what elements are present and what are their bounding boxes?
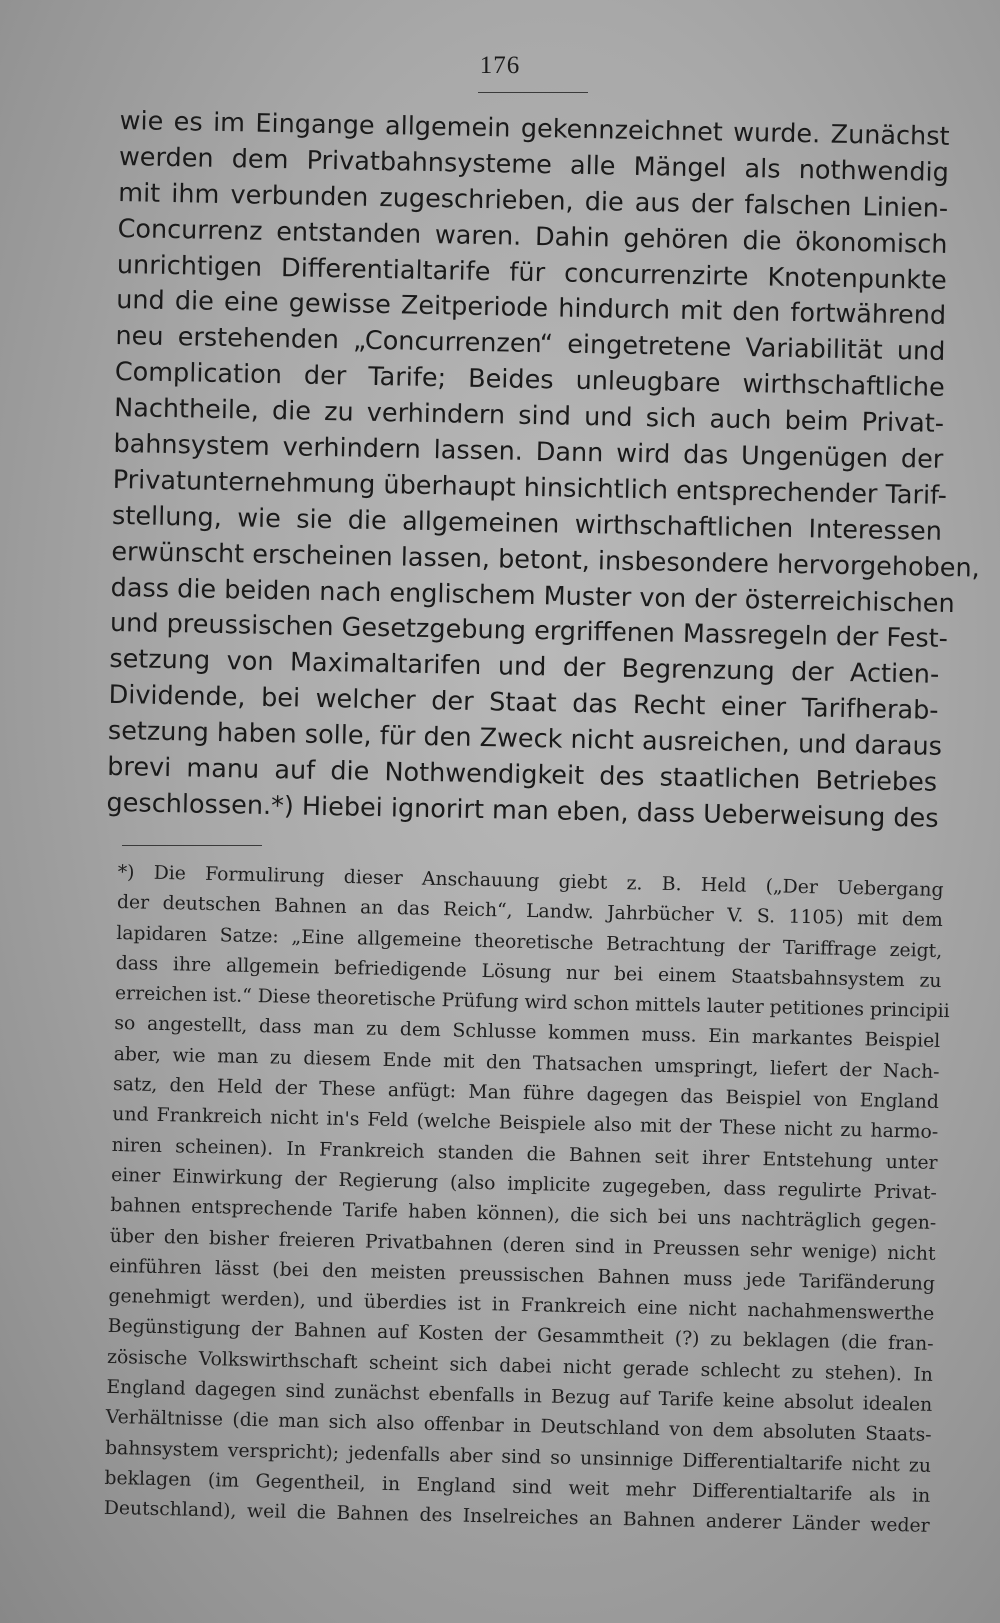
footnote-line: so angestellt, dass man zu dem Schlusse kommen muss. Ein markantes Beispiel — [114, 1013, 941, 1053]
footnote-line: Deutschland), weil die Bahnen des Inselreiches an Bahnen anderer Länder weder — [103, 1498, 930, 1538]
footnote-line: und Frankreich nicht in's Feld (welche Beispiele also mit der These nicht zu harmo- — [112, 1104, 939, 1144]
footnote-line: einführen lässt (bei den meisten preussischen Bahnen muss jede Tarifänderung — [108, 1255, 936, 1295]
text-line: setzung von Maximaltarifen und der Begrenzung der Actien- — [109, 644, 940, 691]
footnote-line: aber, wie man zu diesem Ende mit den Thatsachen umspringt, liefert der Nach- — [113, 1043, 940, 1083]
text-line: Privatunternehmung überhaupt hinsichtlich entsprechender Tarif- — [112, 464, 948, 511]
text-line: Dividende, bei welcher der Staat das Recht einer Tarifherab- — [108, 680, 939, 727]
text-line: dass die beiden nach englischem Muster von der österreichischen — [110, 572, 955, 619]
text-line: mit ihm verbunden zugeschrieben, die aus der falschen Linien- — [118, 177, 949, 224]
footnote-line: einer Einwirkung der Regierung (also implicite zugegeben, dass regulirte Privat- — [110, 1164, 938, 1204]
page-number: 176 — [479, 52, 521, 79]
footnote-line: *) Die Formulirung dieser Anschauung giebt z. B. Held („Der Uebergang — [117, 861, 944, 902]
text-line: Nachtheile, die zu verhindern sind und sich auch beim Privat- — [113, 393, 945, 440]
footnote-line: satz, den Held der These anfügt: Man führe dagegen das Beispiel von England — [112, 1074, 940, 1114]
footnote-line: über den bisher freieren Privatbahnen (deren sind in Preussen sehr wenige) nicht — [109, 1225, 936, 1265]
page-number-rule — [478, 92, 588, 93]
footnote-line: niren scheinen). In Frankreich standen die Bahnen seit ihrer Entstehung unter — [111, 1134, 938, 1174]
footnote-line: der deutschen Bahnen an das Reich“, Landw. Jahrbücher V. S. 1105) mit dem — [116, 892, 944, 932]
text-line: wie es im Eingange allgemein gekennzeichnet wurde. Zunächst — [119, 105, 950, 152]
footnote-line: lapidaren Satze: „Eine allgemeine theoretische Betrachtung der Tariffrage zeigt, — [116, 922, 943, 962]
text-line: und preussischen Gesetzgebung ergriffenen Massregeln der Fest- — [109, 608, 949, 655]
footnote-line: dass ihre allgemein befriedigende Lösung nur bei einem Staatsbahnsystem zu — [115, 952, 942, 992]
footnote-line: genehmigt werden), und überdies ist in Frankreich eine nicht nachahmenswerthe — [108, 1286, 935, 1326]
text-line: werden dem Privatbahnsysteme alle Mängel als nothwendig — [118, 141, 950, 188]
footnote-line: beklagen (im Gegentheil, in England sind weit mehr Differentialtarife als in — [104, 1467, 931, 1507]
text-line: bahnsystem verhindern lassen. Dann wird das Ungenügen der — [113, 428, 944, 475]
footnote-line: bahnsystem verspricht); jedenfalls aber sind so unsinnige Differentialtarife nicht zu — [104, 1437, 932, 1477]
footnote-line: England dagegen sind zunächst ebenfalls in Bezug auf Tarife keine absolut idealen — [106, 1376, 933, 1416]
text-line: geschlossen.*) Hiebei ignorirt man eben, dass Ueberweisung des — [106, 787, 939, 834]
text-line: und die eine gewisse Zeitperiode hindurch mit den fortwährend — [115, 285, 947, 332]
footnote-line: Begünstigung der Bahnen auf Kosten der Gesammtheit (?) zu beklagen (die fran- — [107, 1316, 934, 1356]
text-line: unrichtigen Differentialtarife für concurrenzirte Knotenpunkte — [116, 249, 948, 296]
text-line: erwünscht erscheinen lassen, betont, insbesondere hervorgehoben, — [111, 536, 981, 584]
footnote-line: zösische Volkswirthschaft scheint sich dabei nicht gerade schlecht zu stehen). In — [106, 1346, 934, 1386]
footnote-separator — [122, 845, 262, 846]
main-text — [106, 104, 981, 838]
text-line: brevi manu auf die Nothwendigkeit des staatlichen Betriebes — [106, 751, 938, 798]
footnote — [103, 858, 950, 1542]
footnote-line: bahnen entsprechende Tarife haben können), die sich bei uns nachträglich gegen- — [110, 1195, 937, 1235]
text-line: Complication der Tarife; Beides unleugbare wirthschaftliche — [114, 357, 945, 404]
text-line: neu erstehenden „Concurrenzen“ eingetretene Variabilität und — [115, 321, 946, 368]
footnote-line: erreichen ist.“ Diese theoretische Prüfung wird schon mittels lauter petitiones principii — [114, 983, 950, 1023]
text-line: stellung, wie sie die allgemeinen wirthschaftlichen Interessen — [111, 500, 943, 547]
text-line: setzung haben solle, für den Zweck nicht ausreichen, und daraus — [107, 716, 943, 763]
text-line: Concurrenz entstanden waren. Dahin gehören die ökonomisch — [117, 213, 948, 260]
footnote-line: Verhältnisse (die man sich also offenbar in Deutschland von dem absoluten Staats- — [105, 1407, 932, 1447]
